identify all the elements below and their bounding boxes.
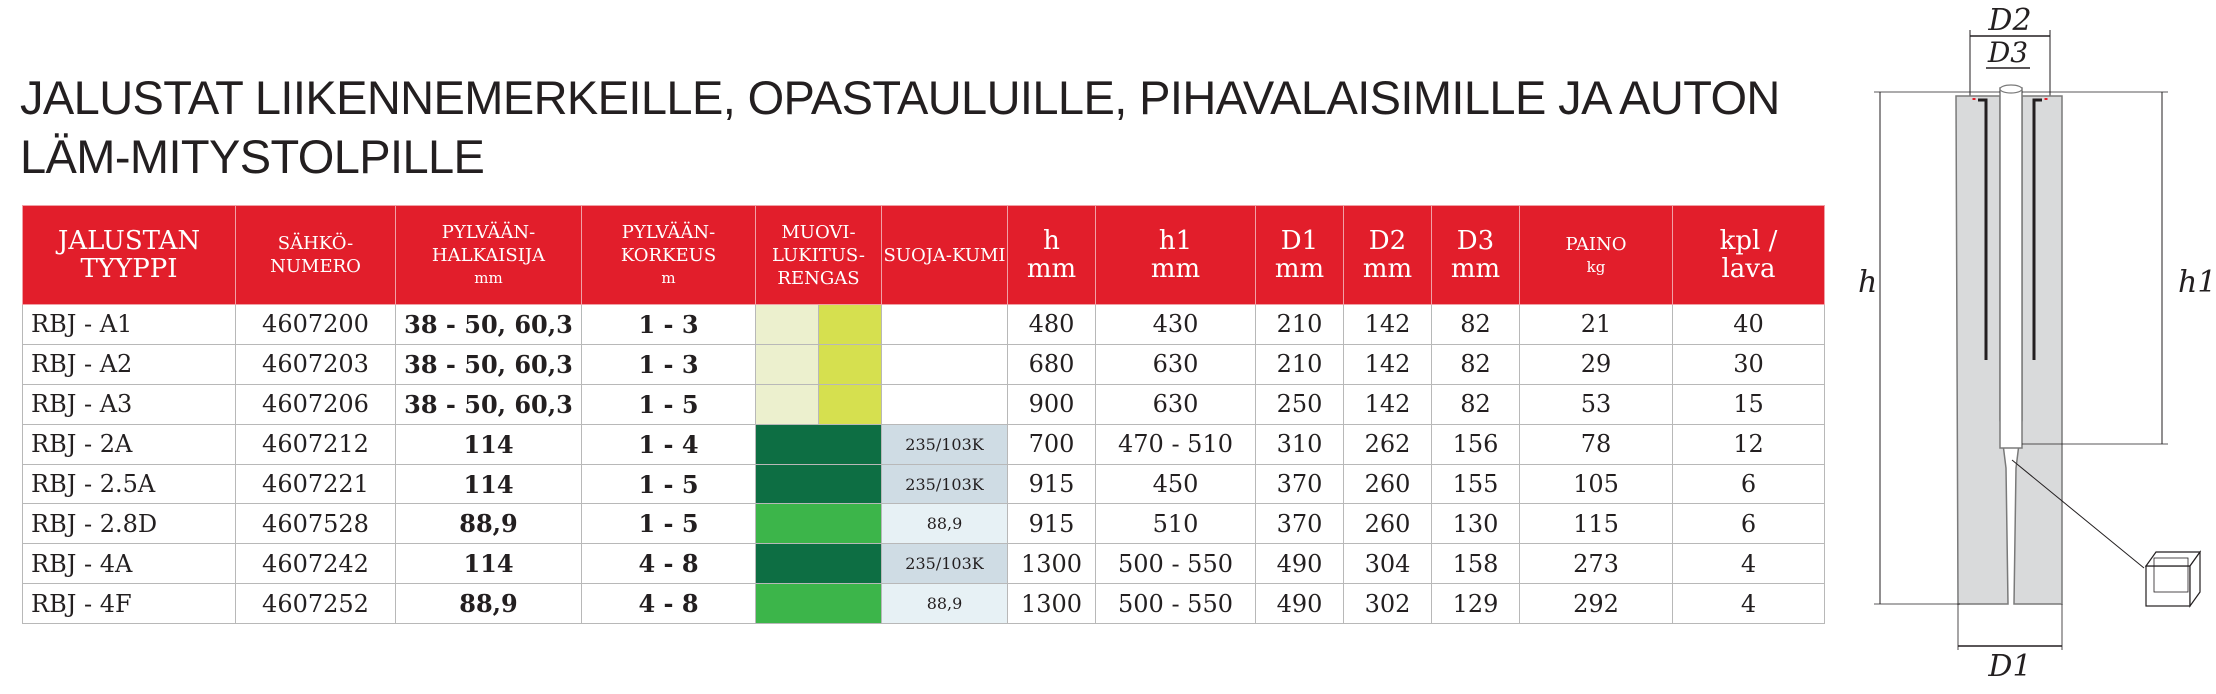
column-header-unit: lava: [1721, 254, 1776, 284]
cell-kumi: 235/103K: [882, 544, 1008, 584]
column-header-label: h1: [1158, 226, 1193, 256]
column-header-unit: mm: [474, 269, 503, 287]
cell-number: 4607528: [236, 504, 396, 544]
cell-d2: 142: [1344, 384, 1432, 424]
cell-d3: 155: [1432, 464, 1520, 504]
column-header: [1344, 206, 1432, 305]
column-header: [23, 206, 236, 305]
cell-height: 1 - 5: [582, 384, 756, 424]
locking-ring-swatch: [756, 504, 882, 544]
column-header-unit: mm: [1450, 254, 1501, 284]
column-header: [1096, 206, 1256, 305]
column-header-label: MUOVI-LUKITUS-RENGAS: [772, 221, 865, 289]
cell-type: RBJ - 2A: [23, 424, 236, 464]
cell-d3: 82: [1432, 305, 1520, 345]
column-header: [396, 206, 582, 305]
locking-ring-swatch: [756, 544, 882, 584]
cell-number: 4607203: [236, 344, 396, 384]
cell-kpl: 4: [1673, 584, 1825, 624]
column-header: [1256, 206, 1344, 305]
column-header: [1432, 206, 1520, 305]
cell-d2: 260: [1344, 504, 1432, 544]
pole: [2000, 88, 2022, 448]
cell-d3: 130: [1432, 504, 1520, 544]
cell-d3: 158: [1432, 544, 1520, 584]
cell-diameter: 88,9: [396, 584, 582, 624]
column-header-label: kpl /: [1719, 226, 1778, 256]
column-header-label: PYLVÄÄN-KORKEUS: [620, 222, 717, 266]
stand-diagram: [1830, 0, 2216, 694]
cell-d2: 142: [1344, 344, 1432, 384]
cell-paino: 105: [1520, 464, 1673, 504]
label-d1: D1: [1988, 649, 2032, 684]
column-header-label: h: [1043, 226, 1060, 256]
cell-h: 480: [1008, 305, 1096, 345]
locking-ring-swatch: [756, 584, 882, 624]
cell-diameter: 88,9: [396, 504, 582, 544]
cell-paino: 292: [1520, 584, 1673, 624]
cell-h: 700: [1008, 424, 1096, 464]
table-row: [23, 305, 1825, 345]
cell-kpl: 6: [1673, 464, 1825, 504]
cell-height: 1 - 5: [582, 464, 756, 504]
page-title: JALUSTAT LIIKENNEMERKEILLE, OPASTAULUILLE, PIHAVALAISIMILLE JA AUTON LÄM-MITYSTOLPILLE: [20, 71, 1780, 183]
cell-number: 4607212: [236, 424, 396, 464]
cell-diameter: 114: [396, 464, 582, 504]
column-header-label: SUOJA-KUMI: [883, 244, 1006, 266]
cell-number: 4607206: [236, 384, 396, 424]
cell-d1: 210: [1256, 344, 1344, 384]
locking-ring-swatch: [756, 305, 882, 345]
table-row: [23, 464, 1825, 504]
column-header: [582, 206, 756, 305]
cell-height: 1 - 3: [582, 344, 756, 384]
table-row: [23, 344, 1825, 384]
cell-type: RBJ - 2.8D: [23, 504, 236, 544]
label-d2: D2: [1988, 3, 2032, 38]
table-header-row: [23, 206, 1825, 305]
column-header: [1520, 206, 1673, 305]
cell-kpl: 15: [1673, 384, 1825, 424]
label-d3: D3: [1987, 36, 2029, 69]
cell-kpl: 40: [1673, 305, 1825, 345]
cell-paino: 78: [1520, 424, 1673, 464]
cell-kumi: [882, 344, 1008, 384]
cell-d1: 250: [1256, 384, 1344, 424]
cell-d2: 142: [1344, 305, 1432, 345]
cell-kumi: 88,9: [882, 504, 1008, 544]
cell-kumi: 235/103K: [882, 424, 1008, 464]
cell-number: 4607252: [236, 584, 396, 624]
cell-d2: 302: [1344, 584, 1432, 624]
cell-h1: 630: [1096, 344, 1256, 384]
column-header: [1673, 206, 1825, 305]
cell-h: 680: [1008, 344, 1096, 384]
locking-ring-swatch: [756, 344, 882, 384]
column-header-label: JALUSTAN TYYPPI: [57, 226, 201, 284]
cell-d1: 490: [1256, 584, 1344, 624]
table-row: [23, 504, 1825, 544]
column-header-label: SÄHKÖ-NUMERO: [270, 233, 361, 277]
locking-ring-swatch: [756, 464, 882, 504]
cell-d2: 260: [1344, 464, 1432, 504]
spec-table: [22, 205, 1825, 624]
cell-kpl: 12: [1673, 424, 1825, 464]
cell-diameter: 38 - 50, 60,3: [396, 344, 582, 384]
cell-d3: 129: [1432, 584, 1520, 624]
column-header: [756, 206, 882, 305]
cell-number: 4607242: [236, 544, 396, 584]
label-h: h: [1858, 265, 1878, 300]
cell-number: 4607200: [236, 305, 396, 345]
cell-kumi: [882, 305, 1008, 345]
cell-d1: 370: [1256, 464, 1344, 504]
cell-kpl: 6: [1673, 504, 1825, 544]
locking-ring-swatch: [756, 384, 882, 424]
cell-paino: 273: [1520, 544, 1673, 584]
cell-h1: 510: [1096, 504, 1256, 544]
column-header-label: PYLVÄÄN-HALKAISIJA: [431, 222, 546, 266]
cell-paino: 53: [1520, 384, 1673, 424]
cut-off-caption: [22, 636, 322, 642]
cell-h1: 450: [1096, 464, 1256, 504]
cell-height: 4 - 8: [582, 584, 756, 624]
column-header-unit: mm: [1274, 254, 1325, 284]
cell-height: 4 - 8: [582, 544, 756, 584]
cell-d2: 262: [1344, 424, 1432, 464]
cell-d2: 304: [1344, 544, 1432, 584]
cell-d1: 490: [1256, 544, 1344, 584]
cell-height: 1 - 4: [582, 424, 756, 464]
column-header-unit: kg: [1586, 257, 1606, 276]
column-header-unit: mm: [1150, 254, 1201, 284]
cell-type: RBJ - 2.5A: [23, 464, 236, 504]
cell-diameter: 38 - 50, 60,3: [396, 384, 582, 424]
cell-h: 915: [1008, 504, 1096, 544]
cell-height: 1 - 3: [582, 305, 756, 345]
cell-d3: 82: [1432, 384, 1520, 424]
cell-d1: 370: [1256, 504, 1344, 544]
column-header: [882, 206, 1008, 305]
column-header-label: D3: [1456, 226, 1495, 256]
column-header-unit: m: [661, 269, 676, 287]
cell-d1: 210: [1256, 305, 1344, 345]
table-row: [23, 584, 1825, 624]
cell-paino: 21: [1520, 305, 1673, 345]
table-row: [23, 544, 1825, 584]
cell-h: 915: [1008, 464, 1096, 504]
cell-kumi: [882, 384, 1008, 424]
cell-type: RBJ - A3: [23, 384, 236, 424]
cell-type: RBJ - 4A: [23, 544, 236, 584]
cell-h1: 430: [1096, 305, 1256, 345]
cell-diameter: 114: [396, 424, 582, 464]
column-header-unit: mm: [1026, 254, 1077, 284]
cell-h: 1300: [1008, 584, 1096, 624]
cell-h: 1300: [1008, 544, 1096, 584]
cell-h1: 630: [1096, 384, 1256, 424]
cell-number: 4607221: [236, 464, 396, 504]
cell-diameter: 114: [396, 544, 582, 584]
column-header-label: PAINO: [1565, 233, 1627, 255]
cell-type: RBJ - A2: [23, 344, 236, 384]
column-header: [1008, 206, 1096, 305]
column-header-label: D2: [1368, 226, 1407, 256]
cell-paino: 29: [1520, 344, 1673, 384]
cell-h1: 470 - 510: [1096, 424, 1256, 464]
table-row: [23, 424, 1825, 464]
cell-diameter: 38 - 50, 60,3: [396, 305, 582, 345]
cell-h1: 500 - 550: [1096, 544, 1256, 584]
column-header-unit: mm: [1362, 254, 1413, 284]
cell-d3: 82: [1432, 344, 1520, 384]
cell-h: 900: [1008, 384, 1096, 424]
cell-kpl: 4: [1673, 544, 1825, 584]
locking-ring-swatch: [756, 424, 882, 464]
cell-height: 1 - 5: [582, 504, 756, 544]
cell-kpl: 30: [1673, 344, 1825, 384]
column-header: [236, 206, 396, 305]
column-header-label: D1: [1280, 226, 1319, 256]
cell-d1: 310: [1256, 424, 1344, 464]
cell-d3: 156: [1432, 424, 1520, 464]
table-row: [23, 384, 1825, 424]
cell-kumi: 235/103K: [882, 464, 1008, 504]
label-h1: h1: [2178, 265, 2216, 300]
cell-h1: 500 - 550: [1096, 584, 1256, 624]
cell-kumi: 88,9: [882, 584, 1008, 624]
cell-type: RBJ - A1: [23, 305, 236, 345]
cell-type: RBJ - 4F: [23, 584, 236, 624]
cell-paino: 115: [1520, 504, 1673, 544]
detail-box-icon: [2146, 552, 2200, 606]
